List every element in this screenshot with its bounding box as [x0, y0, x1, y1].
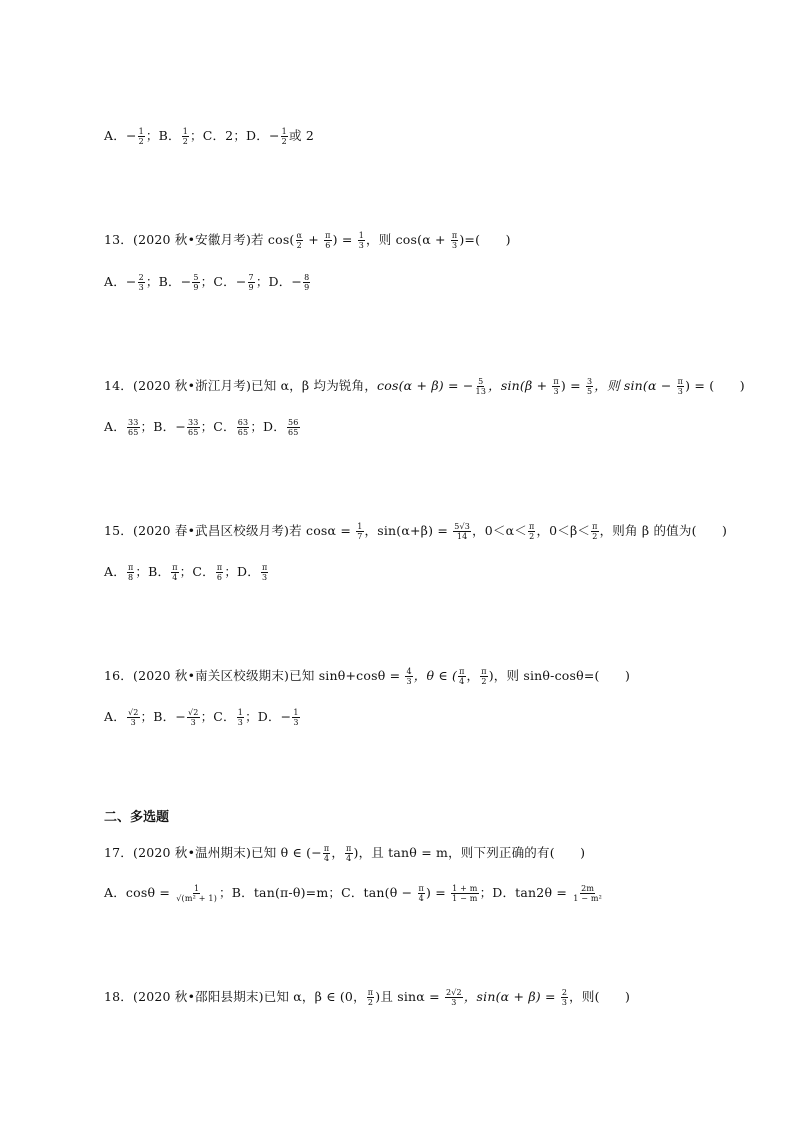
option-c-label: ；C．	[200, 709, 236, 724]
numerator: 1	[237, 708, 244, 717]
denominator: 4	[323, 854, 330, 863]
stem-text: ，则 sin(α −	[594, 378, 676, 393]
option-d-label: ；D．tan2θ =	[479, 885, 572, 900]
option-a-label: A．	[104, 128, 126, 143]
denominator: 8	[128, 573, 134, 582]
fraction	[287, 418, 300, 437]
stem-text: ，0＜α＜	[472, 523, 527, 538]
denominator: 2	[481, 677, 487, 686]
denominator: 3	[677, 387, 684, 396]
stem-text: ) = ( )	[685, 378, 745, 393]
denominator: √(m² + 1)	[176, 894, 218, 903]
fraction	[216, 563, 223, 582]
numerator: α	[296, 231, 303, 240]
numerator: 3	[587, 377, 593, 386]
numerator: 8	[304, 273, 310, 282]
numerator: π	[367, 988, 374, 997]
numerator: π	[418, 884, 424, 893]
fraction	[127, 708, 140, 727]
fraction	[528, 522, 535, 541]
fraction	[281, 127, 288, 146]
denominator: 2	[182, 137, 189, 146]
stem-text: ，θ ∈ (	[413, 668, 458, 683]
q17-stem	[104, 843, 585, 863]
denominator: 4	[172, 573, 178, 582]
numerator: π	[127, 563, 134, 572]
denominator: 9	[193, 283, 199, 292]
option-b-label: ；B．tan(π-θ)=m；C．tan(θ −	[219, 885, 417, 900]
q16-stem	[104, 666, 630, 686]
denominator: 9	[304, 283, 310, 292]
stem-text: ) =	[332, 232, 357, 247]
fraction	[296, 231, 304, 250]
option-d-label: ；D．−	[245, 709, 292, 724]
fraction	[451, 884, 478, 903]
numerator: 2m	[581, 884, 595, 893]
denominator: 65	[237, 428, 249, 437]
numerator: 33	[188, 418, 199, 427]
numerator: π	[592, 522, 598, 531]
stem-text: 14．(2020 秋•浙江月考)已知 α，β 均为锐角，	[104, 378, 378, 393]
denominator: 1 − m	[452, 894, 478, 903]
denominator: 3	[138, 283, 144, 292]
denominator: 3	[190, 718, 196, 727]
denominator: 3	[358, 241, 365, 250]
stem-text: ，	[331, 845, 345, 860]
q14-stem	[104, 376, 745, 396]
numerator: 1	[358, 231, 365, 240]
option-text: 或 2	[288, 128, 314, 143]
option-d-label: ；D．	[250, 419, 286, 434]
denominator: 6	[216, 573, 223, 582]
denominator: 3	[451, 998, 457, 1007]
fraction	[182, 127, 189, 146]
denominator: 65	[287, 428, 299, 437]
fraction	[127, 563, 134, 582]
numerator: 5	[478, 377, 484, 386]
option-a-label: A．cosθ =	[104, 885, 175, 900]
stem-text: )，则 sinθ-cosθ=( )	[488, 668, 631, 683]
denominator: 4	[418, 894, 424, 903]
numerator: 4	[406, 667, 412, 676]
fraction	[358, 231, 365, 250]
fraction	[248, 273, 255, 292]
numerator: π	[481, 667, 487, 676]
numerator: 5	[193, 273, 199, 282]
numerator: 33	[127, 418, 139, 427]
fraction	[367, 988, 374, 1007]
option-c-label: ；C．	[200, 419, 236, 434]
denominator: 5	[587, 387, 593, 396]
fraction	[677, 377, 684, 396]
fraction	[237, 418, 250, 437]
option-a-label: A．	[104, 419, 126, 434]
stem-text: cos(α + β) = −	[377, 378, 474, 393]
denominator: 3	[237, 718, 244, 727]
numerator: 2	[561, 988, 568, 997]
q17-options	[104, 883, 604, 903]
fraction	[187, 708, 200, 727]
option-d-label: ；D．	[224, 564, 260, 579]
fraction	[187, 418, 200, 437]
q15-options	[104, 562, 269, 582]
numerator: 1	[182, 127, 189, 136]
option-sep: ；C．2；D．	[190, 128, 269, 143]
fraction	[445, 988, 463, 1007]
minus-sign: −	[268, 128, 280, 143]
denominator: 6	[325, 241, 331, 250]
numerator: π	[172, 563, 178, 572]
denominator: 65	[127, 428, 139, 437]
option-a-label: A．	[104, 709, 126, 724]
stem-text: )，且 tanθ = m，则下列正确的有( )	[353, 845, 586, 860]
fraction	[237, 708, 244, 727]
stem-text: 18．(2020 秋•邵阳县期末)已知 α，β ∈ (0，	[104, 989, 366, 1004]
q12-options	[104, 126, 314, 146]
denominator: 14	[456, 532, 468, 541]
q14-options	[104, 417, 301, 437]
denominator: 2	[281, 137, 287, 146]
denominator: 7	[357, 532, 363, 541]
numerator: π	[677, 377, 684, 386]
denominator: 4	[346, 854, 352, 863]
denominator: 3	[130, 718, 136, 727]
option-b-label: ；B．−	[145, 274, 192, 289]
stem-text: )=( )	[459, 232, 511, 247]
minus-sign: −	[125, 128, 137, 143]
stem-text: ，则 cos(α +	[366, 232, 450, 247]
numerator: 1 + m	[452, 884, 478, 893]
fraction	[453, 522, 471, 541]
numerator: π	[459, 667, 465, 676]
numerator: 5√3	[454, 522, 471, 531]
stem-text: ，0＜β＜	[536, 523, 591, 538]
numerator: 7	[248, 273, 254, 282]
q16-options	[104, 707, 301, 727]
fraction	[356, 522, 363, 541]
option-b-label: ；B．−	[140, 419, 186, 434]
denominator: 3	[451, 241, 458, 250]
denominator: 9	[248, 283, 254, 292]
denominator: 2	[592, 532, 598, 541]
denominator: 13	[475, 387, 487, 396]
fraction	[292, 708, 299, 727]
denominator: 2	[138, 137, 144, 146]
fraction	[552, 377, 559, 396]
denominator: 65	[188, 428, 199, 437]
denominator: 2	[296, 241, 302, 250]
stem-text: ，则( )	[569, 989, 631, 1004]
numerator: 1	[138, 127, 144, 136]
numerator: 56	[287, 418, 299, 427]
denominator: 3	[553, 387, 559, 396]
fraction	[591, 522, 598, 541]
denominator: 3	[406, 677, 412, 686]
q13-options	[104, 272, 311, 292]
numerator: √2	[188, 708, 199, 717]
numerator: π	[216, 563, 223, 572]
denominator: 3	[293, 718, 299, 727]
stem-text: ，sin(β +	[488, 378, 552, 393]
denominator: 3	[561, 998, 568, 1007]
option-sep: ；B．	[145, 128, 181, 143]
fraction	[261, 563, 268, 582]
fraction	[475, 377, 488, 396]
fraction	[451, 231, 458, 250]
stem-text: 15．(2020 春•武昌区校级月考)若 cosα =	[104, 523, 356, 538]
fraction	[138, 273, 145, 292]
numerator: π	[261, 563, 268, 572]
stem-text: ) =	[560, 378, 585, 393]
q13-stem	[104, 230, 511, 250]
stem-text: +	[304, 232, 324, 247]
section-heading: 二、多选题	[104, 810, 170, 825]
option-d-label: ；D．−	[255, 274, 303, 289]
fraction	[138, 127, 145, 146]
fraction	[561, 988, 568, 1007]
stem-text: ，sin(α+β) =	[364, 523, 453, 538]
numerator: √2	[127, 708, 139, 717]
stem-text: )且 sinα =	[375, 989, 444, 1004]
stem-text: 17．(2020 秋•温州期末)已知 θ ∈ (−	[104, 845, 322, 860]
fraction	[345, 844, 352, 863]
numerator: π	[323, 844, 330, 853]
denominator: 2	[367, 998, 374, 1007]
fraction	[586, 377, 593, 396]
fraction	[127, 418, 140, 437]
denominator: 1 − m²	[573, 894, 603, 903]
option-b-label: ；B．	[135, 564, 171, 579]
option-a-label: A．−	[104, 274, 137, 289]
stem-text: 13．(2020 秋•安徽月考)若 cos(	[104, 232, 295, 247]
option-c-label: ；C．	[179, 564, 215, 579]
fraction	[324, 231, 331, 250]
fraction	[171, 563, 178, 582]
numerator: 1	[357, 522, 363, 531]
numerator: 2	[138, 273, 144, 282]
stem-text: ，	[466, 668, 480, 683]
numerator: π	[528, 522, 535, 531]
fraction	[303, 273, 310, 292]
numerator: 63	[237, 418, 249, 427]
fraction	[572, 884, 603, 903]
numerator: 2√2	[445, 988, 462, 997]
stem-text: ，则角 β 的值为( )	[599, 523, 728, 538]
fraction	[418, 884, 425, 903]
fraction	[175, 884, 218, 903]
numerator: π	[325, 231, 331, 240]
fraction	[480, 667, 487, 686]
numerator: 1	[293, 708, 299, 717]
numerator: 1	[193, 884, 200, 893]
fraction	[192, 273, 199, 292]
stem-text: ) =	[425, 885, 451, 900]
q18-stem	[104, 987, 630, 1007]
denominator: 2	[529, 532, 535, 541]
option-b-label: ；B．−	[140, 709, 186, 724]
denominator: 4	[459, 677, 465, 686]
stem-text: ，sin(α + β) =	[463, 989, 560, 1004]
fraction	[323, 844, 330, 863]
numerator: 1	[281, 127, 287, 136]
option-c-label: ；C．−	[200, 274, 247, 289]
denominator: 3	[262, 573, 268, 582]
fraction	[458, 667, 465, 686]
option-a-label: A．	[104, 564, 126, 579]
q15-stem	[104, 521, 727, 541]
numerator: π	[553, 377, 559, 386]
fraction	[405, 667, 412, 686]
numerator: π	[451, 231, 458, 240]
numerator: π	[346, 844, 352, 853]
stem-text: 16．(2020 秋•南关区校级期末)已知 sinθ+cosθ =	[104, 668, 405, 683]
